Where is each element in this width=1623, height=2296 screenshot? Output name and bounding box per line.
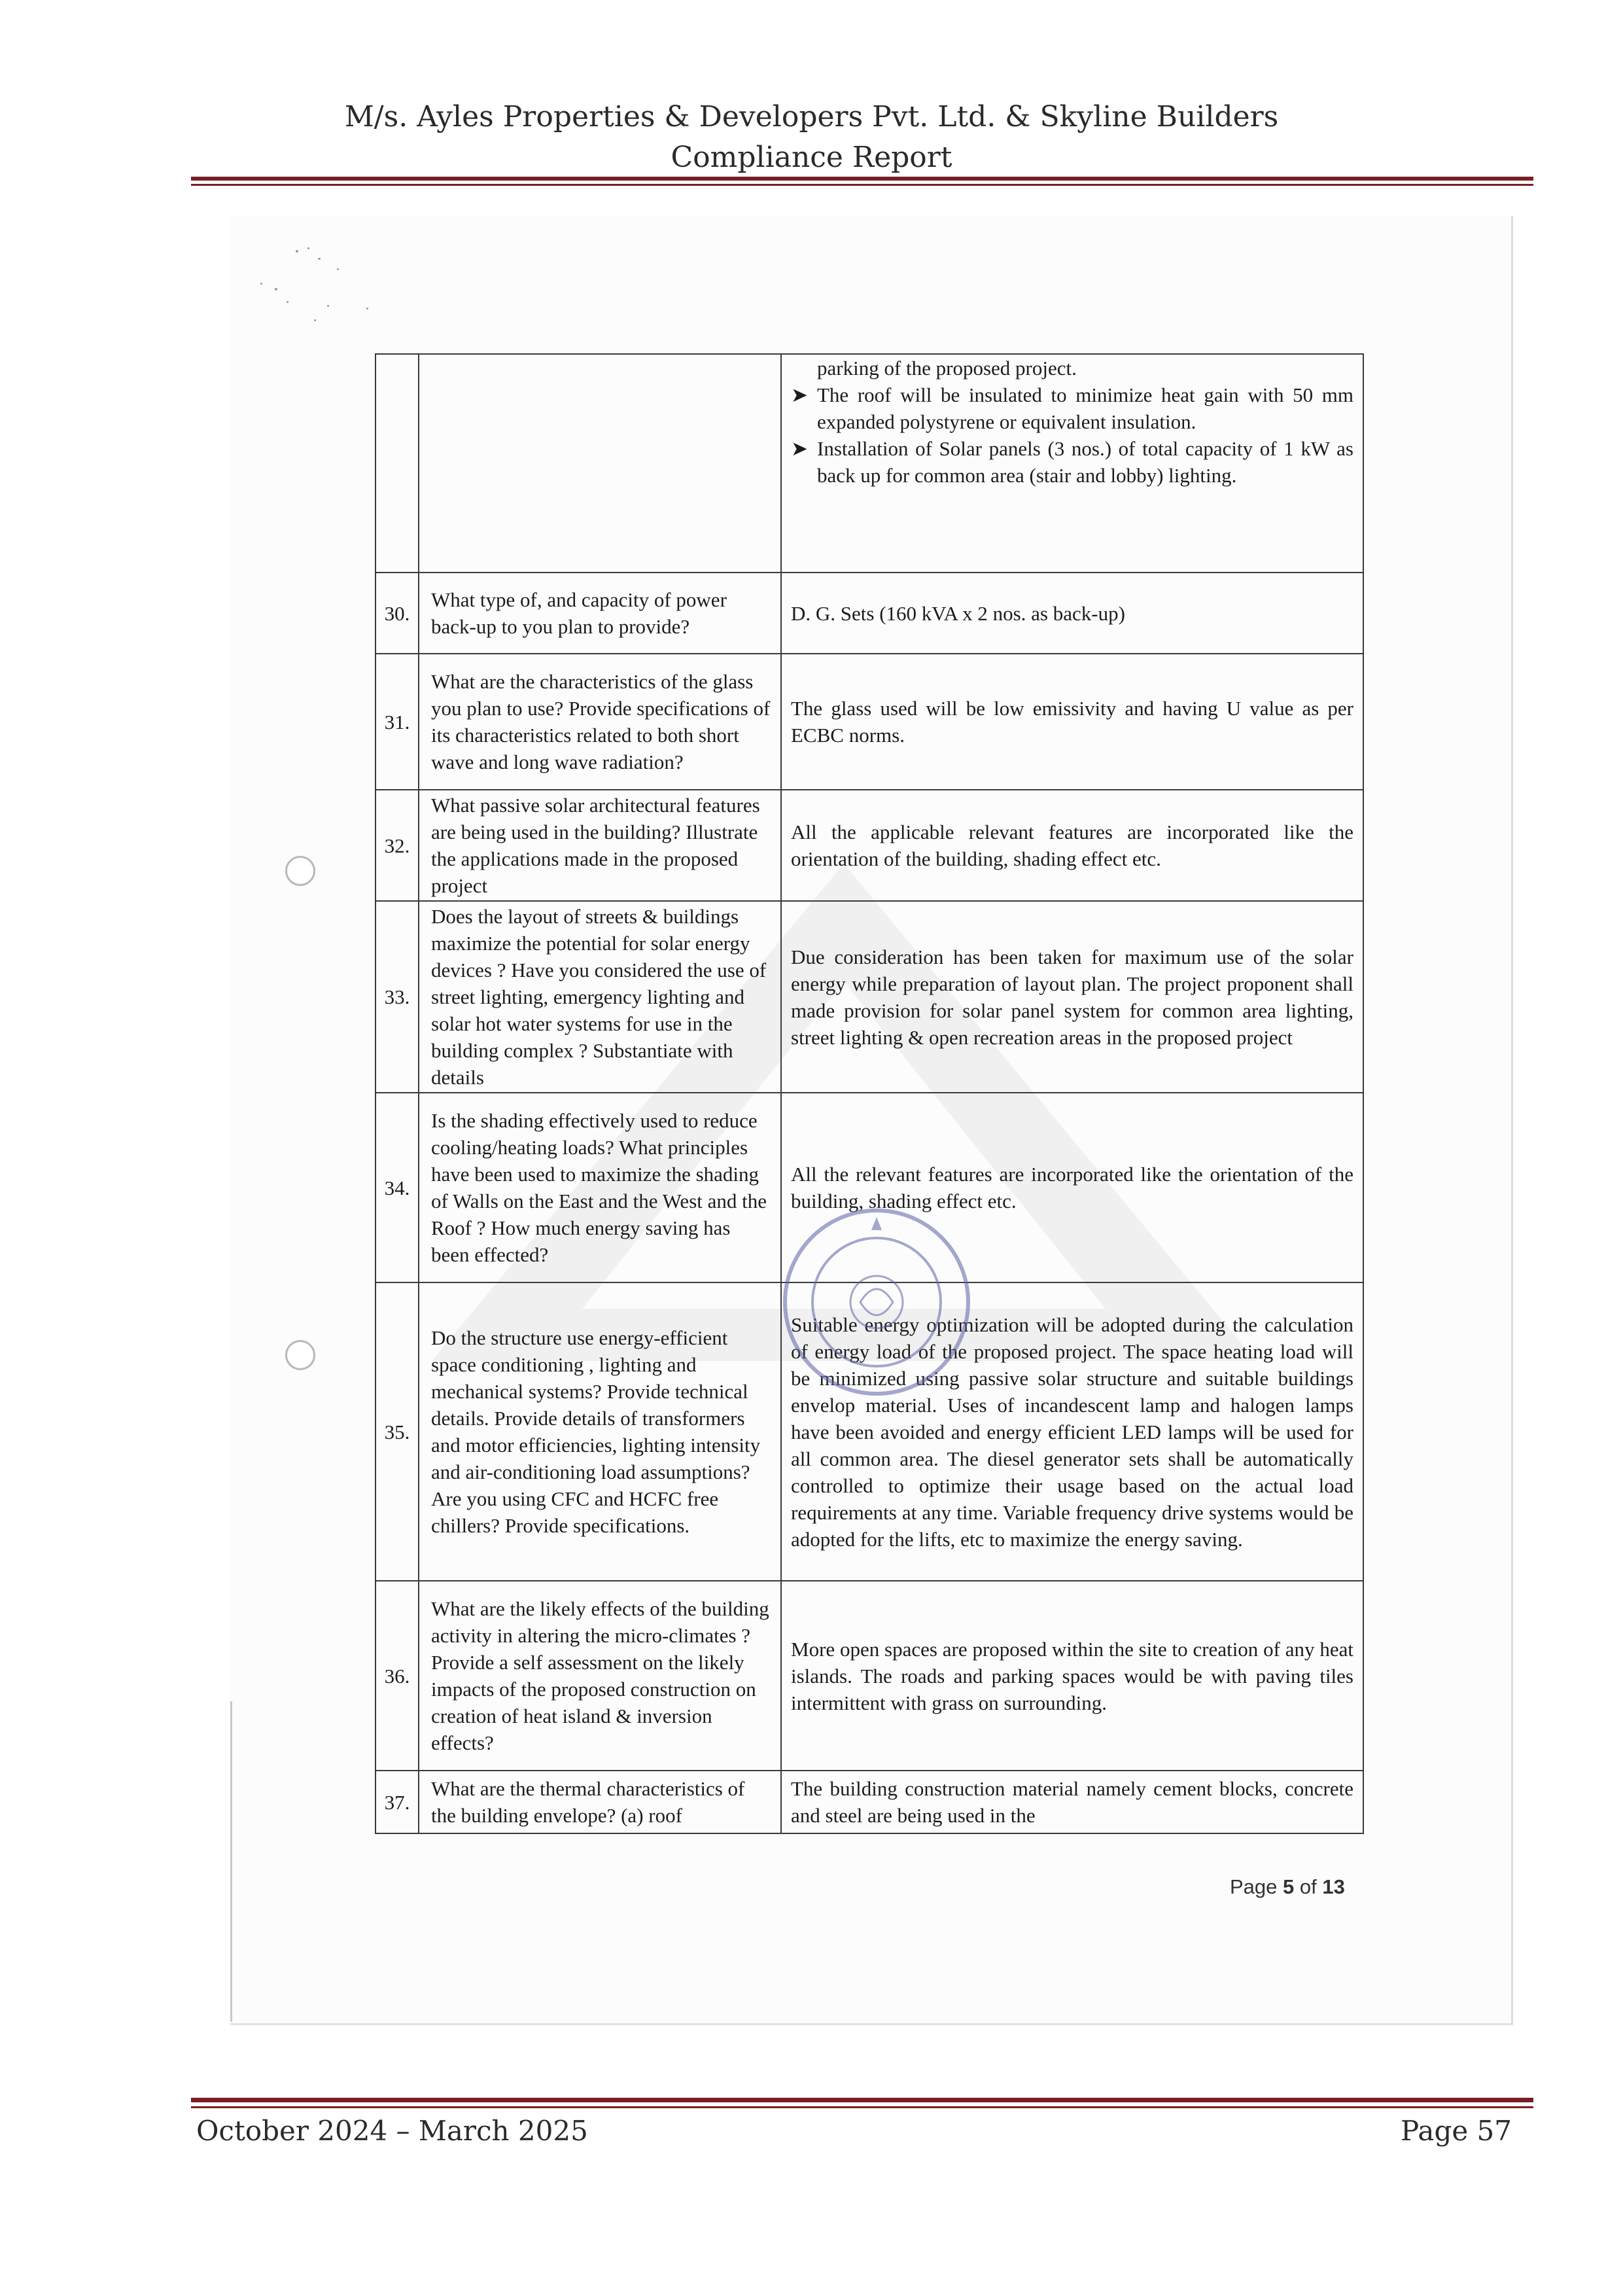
scan-speckle: [296, 250, 298, 253]
row-question: What type of, and capacity of power back-up to you plan to provide?: [419, 573, 781, 654]
row-number: 32.: [375, 790, 419, 901]
bullet-arrow-icon: ➤: [791, 383, 808, 406]
row-question: What are the thermal characteristics of the building envelope? (a) roof: [419, 1771, 781, 1833]
scan-speckle: [327, 305, 329, 307]
footer-period: October 2024 – March 2025: [196, 2115, 588, 2147]
scan-speckle: [314, 319, 316, 321]
table-row: [375, 1581, 1363, 1771]
row-answer: All the relevant features are incorporated like the orientation of the building, shading effect etc.: [781, 1093, 1363, 1282]
header-rule-thin: [191, 184, 1533, 186]
punch-hole: [285, 856, 315, 886]
scan-edge: [230, 1701, 232, 2022]
row-question: [419, 354, 781, 573]
answer-lead: parking of the proposed project.: [817, 357, 1077, 380]
scan-speckle: [366, 308, 368, 309]
row-question: Do the structure use energy-efficient space conditioning , lighting and mechanical systems? Provide technical details. Provide details of transformers and motor efficiencies, lighting intensity and air-conditioning load assumptions? Are you using CFC and HCFC free chillers? Provide specifications.: [419, 1282, 781, 1581]
scan-speckle: [337, 268, 339, 270]
scan-speckle: [287, 301, 288, 303]
row-number: 33.: [375, 901, 419, 1093]
footer-rule-thin: [191, 2106, 1533, 2108]
answer-bullet: ➤ Installation of Solar panels (3 nos.) of total capacity of 1 kW as back up for common area (stair and lobby) lighting.: [791, 435, 1353, 489]
row-number: 34.: [375, 1093, 419, 1282]
scan-speckle: [307, 247, 309, 249]
scan-speckle: [275, 288, 277, 291]
row-question: Does the layout of streets & buildings maximize the potential for solar energy devices ? Have you considered the use of street lighting, emergency lighting and solar hot water systems for use in the building complex ? Substantiate with details: [419, 901, 781, 1093]
answer-bullet: ➤ The roof will be insulated to minimize heat gain with 50 mm expanded polystyrene or equivalent insulation.: [791, 381, 1353, 435]
row-number: 37.: [375, 1771, 419, 1833]
scan-speckle: [260, 283, 262, 285]
footer-rule-thick: [191, 2098, 1533, 2102]
scan-page-number: Page 5 of 13: [1230, 1875, 1345, 1898]
table-row: [375, 573, 1363, 654]
scan-speckle: [318, 258, 321, 260]
table-row: [375, 654, 1363, 790]
row-number: 35.: [375, 1282, 419, 1581]
table-row: [375, 790, 1363, 901]
row-question: What passive solar architectural features are being used in the building? Illustrate the applications made in the proposed project: [419, 790, 781, 901]
header-report-title: Compliance Report: [671, 141, 952, 174]
row-answer: Due consideration has been taken for maximum use of the solar energy while preparation of layout plan. The project proponent shall made provision for solar panel system for common area lighting, street lighting & open recreation areas in the proposed project: [781, 901, 1363, 1093]
row-answer: [781, 354, 1363, 573]
row-answer: D. G. Sets (160 kVA x 2 nos. as back-up): [781, 573, 1363, 654]
table-row: [375, 1771, 1363, 1833]
bullet-arrow-icon: ➤: [791, 437, 808, 460]
official-seal-stamp: [778, 1204, 975, 1400]
row-answer: All the applicable relevant features are incorporated like the orientation of the building, shading effect etc.: [781, 790, 1363, 901]
header-company: M/s. Ayles Properties & Developers Pvt. Ltd. & Skyline Builders: [344, 100, 1279, 133]
row-number: 30.: [375, 573, 419, 654]
compliance-table: [375, 353, 1364, 1834]
row-answer: The glass used will be low emissivity and having U value as per ECBC norms.: [781, 654, 1363, 790]
footer-page-number: Page 57: [1401, 2115, 1512, 2147]
document-header: [0, 97, 1623, 178]
table-row: [375, 354, 1363, 573]
row-question: Is the shading effectively used to reduce cooling/heating loads? What principles have been used to maximize the shading of Walls on the East and the West and the Roof ? How much energy saving has been effected?: [419, 1093, 781, 1282]
table-row: [375, 901, 1363, 1093]
header-rule-thick: [191, 177, 1533, 181]
punch-hole: [285, 1340, 315, 1370]
row-answer: The building construction material namely cement blocks, concrete and steel are being used in the: [781, 1771, 1363, 1833]
row-number: 36.: [375, 1581, 419, 1771]
row-number: 31.: [375, 654, 419, 790]
row-answer: Suitable energy optimization will be adopted during the calculation of energy load of the proposed project. The space heating load will be minimized using passive solar structure and suitable buildings envelop material. Uses of incandescent lamp and halogen lamps have been avoided and energy efficient LED lamps will be used for all common area. The diesel generator sets shall be automatically controlled to optimize their usage based on the actual load requirements at any time. Variable frequency drive systems would be adopted for the lifts, etc to maximize the energy saving.: [781, 1282, 1363, 1581]
row-answer: More open spaces are proposed within the site to creation of any heat islands. The roads and parking spaces would be with paving tiles intermittent with grass on surrounding.: [781, 1581, 1363, 1771]
row-number: [375, 354, 419, 573]
row-question: What are the likely effects of the building activity in altering the micro-climates ? Provide a self assessment on the likely impacts of the proposed construction on creation of heat island & inversion effects?: [419, 1581, 781, 1771]
row-question: What are the characteristics of the glass you plan to use? Provide specifications of its characteristics related to both short wave and long wave radiation?: [419, 654, 781, 790]
